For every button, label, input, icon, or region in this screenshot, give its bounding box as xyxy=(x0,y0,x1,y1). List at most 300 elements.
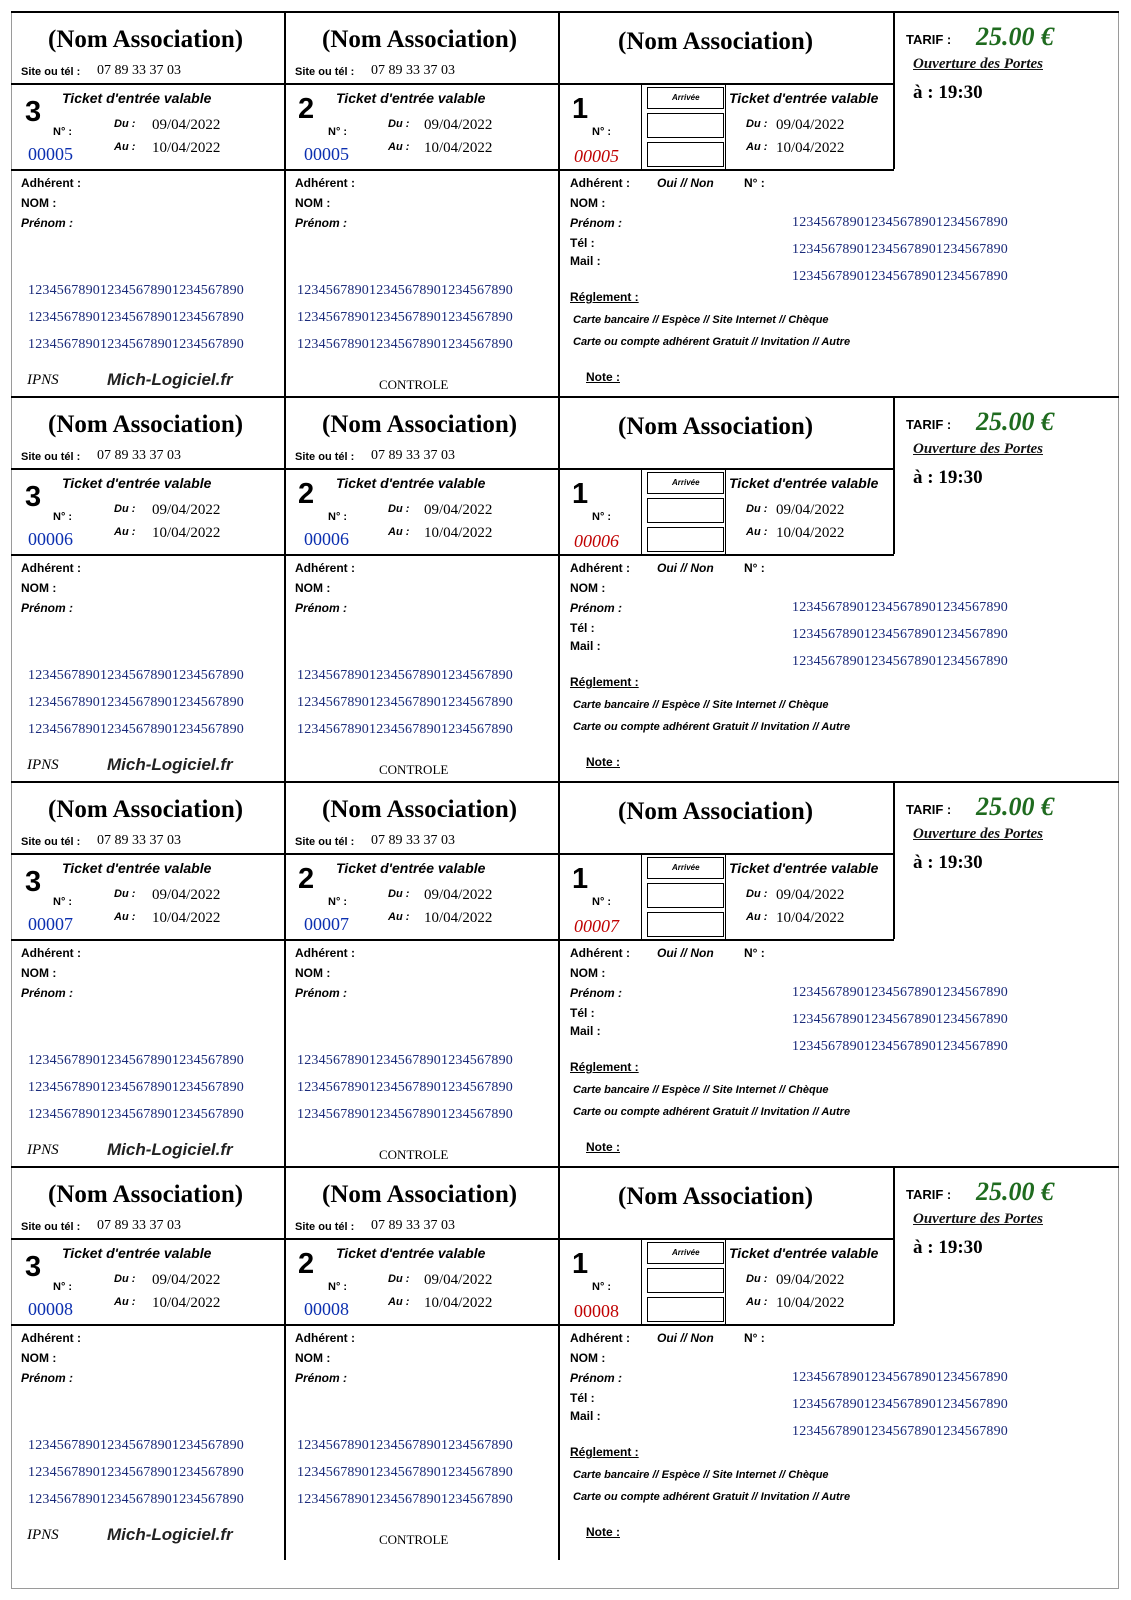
main-adherent-label: Adhérent : xyxy=(570,946,630,960)
main-nom-label: NOM : xyxy=(570,196,606,210)
stub2-digits-3: 123456789012345678901234567890 xyxy=(297,1492,513,1507)
main-date-from: 09/04/2022 xyxy=(776,1272,845,1288)
main-adherent-no-label: N° : xyxy=(744,1331,765,1345)
arrivee-check-box-1[interactable] xyxy=(647,498,724,523)
arrivee-separator xyxy=(725,854,726,939)
strip-top-border xyxy=(11,1166,1119,1168)
stub3-digits-2: 123456789012345678901234567890 xyxy=(28,695,244,710)
stub3-ipns: IPNS xyxy=(27,372,59,388)
stub-separator-2-1 xyxy=(558,396,560,790)
main-payment-options-1: Carte bancaire // Espèce // Site Internet // Chèque xyxy=(573,1469,829,1481)
stub3-digits-2: 123456789012345678901234567890 xyxy=(28,310,244,325)
stub3-nom-label: NOM : xyxy=(21,581,57,595)
stub-separator-3-2 xyxy=(284,1166,286,1560)
stub3-nom-label: NOM : xyxy=(21,1351,57,1365)
main-date-from: 09/04/2022 xyxy=(776,117,845,133)
stub3-prenom-label: Prénom : xyxy=(21,216,74,230)
main-mail-label: Mail : xyxy=(570,1024,601,1038)
stub2-prenom-label: Prénom : xyxy=(295,216,348,230)
stub2-date-from: 09/04/2022 xyxy=(424,117,493,133)
arrivee-check-box-2[interactable] xyxy=(647,1297,724,1322)
stub-separator-2-1 xyxy=(558,1166,560,1560)
arrivee-check-box-2[interactable] xyxy=(647,527,724,552)
ticket-strip-4 xyxy=(11,1166,1119,1560)
header-bottom-border xyxy=(11,468,894,470)
arrivee-header-box xyxy=(647,857,724,879)
number-box-separator xyxy=(641,469,642,554)
main-digits-2: 123456789012345678901234567890 xyxy=(792,627,1008,642)
stub3-date-from: 09/04/2022 xyxy=(152,502,221,518)
stub3-date-to: 10/04/2022 xyxy=(152,140,221,156)
stub3-no-label: N° : xyxy=(53,511,73,523)
stub2-digits-2: 123456789012345678901234567890 xyxy=(297,695,513,710)
main-right-border xyxy=(893,1166,895,1324)
main-mail-label: Mail : xyxy=(570,639,601,653)
main-digits-2: 123456789012345678901234567890 xyxy=(792,1012,1008,1027)
main-reglement-label: Réglement : xyxy=(570,1445,639,1459)
main-payment-options-2: Carte ou compte adhérent Gratuit // Invitation // Autre xyxy=(573,336,851,348)
main-du-label: Du : xyxy=(746,1273,768,1285)
stub3-site-label: Site ou tél : xyxy=(21,836,81,848)
stub3-no-label: N° : xyxy=(53,126,73,138)
main-date-from: 09/04/2022 xyxy=(776,887,845,903)
stub2-prenom-label: Prénom : xyxy=(295,1371,348,1385)
stub-separator-2-1 xyxy=(558,781,560,1175)
stub2-nom-label: NOM : xyxy=(295,966,331,980)
stub3-adherent-label: Adhérent : xyxy=(21,1331,81,1345)
stub2-ticket-number: 00005 xyxy=(304,144,349,164)
main-date-to: 10/04/2022 xyxy=(776,525,845,541)
stub3-phone: 07 89 33 37 03 xyxy=(97,448,181,463)
ticket-block-bottom-border xyxy=(11,554,894,556)
stub3-association: (Nom Association) xyxy=(48,1181,244,1208)
stub2-site-label: Site ou tél : xyxy=(295,836,355,848)
ticket-strip-1 xyxy=(11,11,1119,405)
stub2-ticket-number: 00007 xyxy=(304,914,349,934)
stub-separator-2-1 xyxy=(558,11,560,405)
stub3-ticket-title: Ticket d'entrée valable xyxy=(62,90,212,106)
stub3-site-label: Site ou tél : xyxy=(21,1221,81,1233)
stub2-adherent-label: Adhérent : xyxy=(295,1331,355,1345)
ouverture-heure: à : 19:30 xyxy=(913,1237,983,1258)
stub3-logiciel: Mich-Logiciel.fr xyxy=(107,1525,233,1544)
main-ticket-title: Ticket d'entrée valable xyxy=(729,475,879,491)
main-ticket-title: Ticket d'entrée valable xyxy=(729,860,879,876)
ticket-block-bottom-border xyxy=(11,169,894,171)
stub3-digits-3: 123456789012345678901234567890 xyxy=(28,722,244,737)
main-oui-non: Oui // Non xyxy=(657,561,714,575)
ouverture-heure: à : 19:30 xyxy=(913,82,983,103)
main-number-label: 1 xyxy=(572,863,589,895)
stub3-date-to: 10/04/2022 xyxy=(152,1295,221,1311)
arrivee-header-box xyxy=(647,87,724,109)
stub2-digits-1: 123456789012345678901234567890 xyxy=(297,1053,513,1068)
tarif-value: 25.00 € xyxy=(976,22,1054,51)
stub2-association: (Nom Association) xyxy=(322,26,518,53)
main-date-from: 09/04/2022 xyxy=(776,502,845,518)
stub2-ticket-title: Ticket d'entrée valable xyxy=(336,1245,486,1261)
stub3-adherent-label: Adhérent : xyxy=(21,946,81,960)
main-ticket-title: Ticket d'entrée valable xyxy=(729,1245,879,1261)
main-digits-3: 123456789012345678901234567890 xyxy=(792,1039,1008,1054)
tarif-value: 25.00 € xyxy=(976,792,1054,821)
main-du-label: Du : xyxy=(746,503,768,515)
stub2-date-from: 09/04/2022 xyxy=(424,1272,493,1288)
stub2-digits-2: 123456789012345678901234567890 xyxy=(297,1465,513,1480)
main-association: (Nom Association) xyxy=(618,1183,814,1210)
stub3-date-to: 10/04/2022 xyxy=(152,525,221,541)
stub2-number-label: 2 xyxy=(298,93,315,125)
stub2-no-label: N° : xyxy=(328,511,348,523)
main-right-border xyxy=(893,11,895,169)
stub2-au-label: Au : xyxy=(388,526,410,538)
main-association: (Nom Association) xyxy=(618,798,814,825)
header-bottom-border xyxy=(11,83,894,85)
stub3-digits-3: 123456789012345678901234567890 xyxy=(28,1107,244,1122)
arrivee-header-box xyxy=(647,1242,724,1264)
arrivee-header-box xyxy=(647,472,724,494)
stub2-site-label: Site ou tél : xyxy=(295,66,355,78)
stub2-no-label: N° : xyxy=(328,896,348,908)
stub3-date-to: 10/04/2022 xyxy=(152,910,221,926)
main-digits-1: 123456789012345678901234567890 xyxy=(792,1370,1008,1385)
stub3-no-label: N° : xyxy=(53,1281,73,1293)
stub2-association: (Nom Association) xyxy=(322,411,518,438)
main-reglement-label: Réglement : xyxy=(570,290,639,304)
stub2-digits-3: 123456789012345678901234567890 xyxy=(297,337,513,352)
stub3-site-label: Site ou tél : xyxy=(21,451,81,463)
stub3-au-label: Au : xyxy=(114,526,136,538)
stub2-ticket-title: Ticket d'entrée valable xyxy=(336,475,486,491)
arrivee-label: Arrivée xyxy=(672,863,700,872)
stub2-digits-3: 123456789012345678901234567890 xyxy=(297,1107,513,1122)
main-note-label: Note : xyxy=(586,1140,620,1154)
stub2-du-label: Du : xyxy=(388,1273,410,1285)
stub2-digits-2: 123456789012345678901234567890 xyxy=(297,1080,513,1095)
main-tel-label: Tél : xyxy=(570,1391,595,1405)
main-au-label: Au : xyxy=(746,1296,768,1308)
main-digits-3: 123456789012345678901234567890 xyxy=(792,269,1008,284)
stub2-ticket-number: 00008 xyxy=(304,1299,349,1319)
stub2-date-to: 10/04/2022 xyxy=(424,140,493,156)
stub2-adherent-label: Adhérent : xyxy=(295,561,355,575)
number-box-separator xyxy=(641,84,642,169)
stub3-date-from: 09/04/2022 xyxy=(152,1272,221,1288)
stub2-date-to: 10/04/2022 xyxy=(424,525,493,541)
stub2-digits-2: 123456789012345678901234567890 xyxy=(297,310,513,325)
stub3-digits-1: 123456789012345678901234567890 xyxy=(28,668,244,683)
tarif-value: 25.00 € xyxy=(976,1177,1054,1206)
stub2-no-label: N° : xyxy=(328,1281,348,1293)
ouverture-label: Ouverture des Portes xyxy=(913,441,1043,457)
main-prenom-label: Prénom : xyxy=(570,986,623,1000)
main-tel-label: Tél : xyxy=(570,1006,595,1020)
main-date-to: 10/04/2022 xyxy=(776,140,845,156)
main-number-label: 1 xyxy=(572,478,589,510)
tarif-label: TARIF : xyxy=(906,32,952,47)
stub3-no-label: N° : xyxy=(53,896,73,908)
main-payment-options-1: Carte bancaire // Espèce // Site Internet // Chèque xyxy=(573,699,829,711)
ticket-block-bottom-border xyxy=(11,1324,894,1326)
stub-separator-3-2 xyxy=(284,781,286,1175)
main-payment-options-1: Carte bancaire // Espèce // Site Internet // Chèque xyxy=(573,314,829,326)
main-payment-options-1: Carte bancaire // Espèce // Site Internet // Chèque xyxy=(573,1084,829,1096)
main-digits-2: 123456789012345678901234567890 xyxy=(792,242,1008,257)
stub2-date-from: 09/04/2022 xyxy=(424,502,493,518)
stub3-number-label: 3 xyxy=(25,481,42,513)
stub3-digits-1: 123456789012345678901234567890 xyxy=(28,283,244,298)
stub3-ticket-number: 00007 xyxy=(28,914,73,934)
stub2-site-label: Site ou tél : xyxy=(295,451,355,463)
main-mail-label: Mail : xyxy=(570,254,601,268)
stub2-number-label: 2 xyxy=(298,478,315,510)
stub2-controle: CONTROLE xyxy=(379,762,449,777)
stub3-number-label: 3 xyxy=(25,1251,42,1283)
main-digits-3: 123456789012345678901234567890 xyxy=(792,654,1008,669)
main-number-label: 1 xyxy=(572,1248,589,1280)
main-au-label: Au : xyxy=(746,911,768,923)
stub3-date-from: 09/04/2022 xyxy=(152,887,221,903)
main-no-label: N° : xyxy=(592,896,612,908)
tarif-label: TARIF : xyxy=(906,417,952,432)
stub3-phone: 07 89 33 37 03 xyxy=(97,1218,181,1233)
stub3-logiciel: Mich-Logiciel.fr xyxy=(107,370,233,389)
main-payment-options-2: Carte ou compte adhérent Gratuit // Invitation // Autre xyxy=(573,1106,851,1118)
stub2-adherent-label: Adhérent : xyxy=(295,946,355,960)
stub3-digits-3: 123456789012345678901234567890 xyxy=(28,1492,244,1507)
main-au-label: Au : xyxy=(746,141,768,153)
main-no-label: N° : xyxy=(592,511,612,523)
main-du-label: Du : xyxy=(746,888,768,900)
ouverture-label: Ouverture des Portes xyxy=(913,56,1043,72)
main-prenom-label: Prénom : xyxy=(570,601,623,615)
main-ticket-number: 00007 xyxy=(574,916,619,936)
stub2-date-to: 10/04/2022 xyxy=(424,910,493,926)
main-association: (Nom Association) xyxy=(618,413,814,440)
stub3-au-label: Au : xyxy=(114,1296,136,1308)
stub2-au-label: Au : xyxy=(388,141,410,153)
stub3-digits-1: 123456789012345678901234567890 xyxy=(28,1053,244,1068)
ticket-strip-2 xyxy=(11,396,1119,790)
arrivee-check-box-2[interactable] xyxy=(647,912,724,937)
stub2-nom-label: NOM : xyxy=(295,196,331,210)
stub3-digits-1: 123456789012345678901234567890 xyxy=(28,1438,244,1453)
stub2-no-label: N° : xyxy=(328,126,348,138)
main-oui-non: Oui // Non xyxy=(657,946,714,960)
stub3-ticket-title: Ticket d'entrée valable xyxy=(62,475,212,491)
stub3-phone: 07 89 33 37 03 xyxy=(97,833,181,848)
stub3-ipns: IPNS xyxy=(27,1142,59,1158)
header-bottom-border xyxy=(11,1238,894,1240)
main-digits-2: 123456789012345678901234567890 xyxy=(792,1397,1008,1412)
stub2-phone: 07 89 33 37 03 xyxy=(371,1218,455,1233)
stub3-prenom-label: Prénom : xyxy=(21,601,74,615)
arrivee-separator xyxy=(725,469,726,554)
stub3-digits-2: 123456789012345678901234567890 xyxy=(28,1080,244,1095)
main-right-border xyxy=(893,396,895,554)
arrivee-label: Arrivée xyxy=(672,478,700,487)
stub3-adherent-label: Adhérent : xyxy=(21,561,81,575)
main-note-label: Note : xyxy=(586,1525,620,1539)
stub3-du-label: Du : xyxy=(114,503,136,515)
arrivee-check-box-2[interactable] xyxy=(647,142,724,167)
stub2-controle: CONTROLE xyxy=(379,1147,449,1162)
stub2-controle: CONTROLE xyxy=(379,1532,449,1547)
stub2-phone: 07 89 33 37 03 xyxy=(371,833,455,848)
ouverture-label: Ouverture des Portes xyxy=(913,826,1043,842)
main-no-label: N° : xyxy=(592,126,612,138)
arrivee-check-box-1[interactable] xyxy=(647,883,724,908)
stub2-du-label: Du : xyxy=(388,888,410,900)
ticket-strip-3 xyxy=(11,781,1119,1175)
ouverture-label: Ouverture des Portes xyxy=(913,1211,1043,1227)
stub3-au-label: Au : xyxy=(114,141,136,153)
main-adherent-no-label: N° : xyxy=(744,561,765,575)
stub3-date-from: 09/04/2022 xyxy=(152,117,221,133)
stub3-association: (Nom Association) xyxy=(48,411,244,438)
stub3-ticket-number: 00005 xyxy=(28,144,73,164)
main-adherent-label: Adhérent : xyxy=(570,561,630,575)
main-oui-non: Oui // Non xyxy=(657,176,714,190)
stub3-prenom-label: Prénom : xyxy=(21,986,74,1000)
stub3-ipns: IPNS xyxy=(27,757,59,773)
main-payment-options-2: Carte ou compte adhérent Gratuit // Invitation // Autre xyxy=(573,1491,851,1503)
strip-top-border xyxy=(11,781,1119,783)
main-du-label: Du : xyxy=(746,118,768,130)
stub3-ticket-number: 00008 xyxy=(28,1299,73,1319)
main-nom-label: NOM : xyxy=(570,966,606,980)
main-tel-label: Tél : xyxy=(570,621,595,635)
main-ticket-number: 00008 xyxy=(574,1301,619,1321)
main-ticket-title: Ticket d'entrée valable xyxy=(729,90,879,106)
stub2-prenom-label: Prénom : xyxy=(295,986,348,1000)
main-oui-non: Oui // Non xyxy=(657,1331,714,1345)
main-payment-options-2: Carte ou compte adhérent Gratuit // Invitation // Autre xyxy=(573,721,851,733)
tarif-label: TARIF : xyxy=(906,802,952,817)
stub3-du-label: Du : xyxy=(114,118,136,130)
main-reglement-label: Réglement : xyxy=(570,675,639,689)
tarif-value: 25.00 € xyxy=(976,407,1054,436)
stub2-digits-1: 123456789012345678901234567890 xyxy=(297,668,513,683)
stub3-du-label: Du : xyxy=(114,888,136,900)
stub2-association: (Nom Association) xyxy=(322,796,518,823)
stub2-digits-1: 123456789012345678901234567890 xyxy=(297,1438,513,1453)
stub-separator-3-2 xyxy=(284,11,286,405)
main-prenom-label: Prénom : xyxy=(570,216,623,230)
stub3-number-label: 3 xyxy=(25,96,42,128)
stub2-digits-1: 123456789012345678901234567890 xyxy=(297,283,513,298)
stub2-phone: 07 89 33 37 03 xyxy=(371,448,455,463)
stub3-nom-label: NOM : xyxy=(21,196,57,210)
stub3-number-label: 3 xyxy=(25,866,42,898)
stub3-association: (Nom Association) xyxy=(48,26,244,53)
stub3-digits-3: 123456789012345678901234567890 xyxy=(28,337,244,352)
main-mail-label: Mail : xyxy=(570,1409,601,1423)
arrivee-check-box-1[interactable] xyxy=(647,113,724,138)
main-digits-3: 123456789012345678901234567890 xyxy=(792,1424,1008,1439)
stub2-date-to: 10/04/2022 xyxy=(424,1295,493,1311)
stub2-nom-label: NOM : xyxy=(295,1351,331,1365)
stub3-logiciel: Mich-Logiciel.fr xyxy=(107,755,233,774)
main-right-border xyxy=(893,781,895,939)
number-box-separator xyxy=(641,1239,642,1324)
tarif-label: TARIF : xyxy=(906,1187,952,1202)
stub3-digits-2: 123456789012345678901234567890 xyxy=(28,1465,244,1480)
stub3-adherent-label: Adhérent : xyxy=(21,176,81,190)
main-digits-1: 123456789012345678901234567890 xyxy=(792,215,1008,230)
main-number-label: 1 xyxy=(572,93,589,125)
stub2-phone: 07 89 33 37 03 xyxy=(371,63,455,78)
stub3-du-label: Du : xyxy=(114,1273,136,1285)
stub3-site-label: Site ou tél : xyxy=(21,66,81,78)
main-date-to: 10/04/2022 xyxy=(776,1295,845,1311)
arrivee-label: Arrivée xyxy=(672,1248,700,1257)
stub3-phone: 07 89 33 37 03 xyxy=(97,63,181,78)
main-association: (Nom Association) xyxy=(618,28,814,55)
stub2-date-from: 09/04/2022 xyxy=(424,887,493,903)
stub2-ticket-number: 00006 xyxy=(304,529,349,549)
main-adherent-no-label: N° : xyxy=(744,176,765,190)
strip-top-border xyxy=(11,11,1119,13)
stub2-ticket-title: Ticket d'entrée valable xyxy=(336,860,486,876)
main-nom-label: NOM : xyxy=(570,581,606,595)
stub3-prenom-label: Prénom : xyxy=(21,1371,74,1385)
main-date-to: 10/04/2022 xyxy=(776,910,845,926)
stub3-ticket-number: 00006 xyxy=(28,529,73,549)
stub2-nom-label: NOM : xyxy=(295,581,331,595)
main-reglement-label: Réglement : xyxy=(570,1060,639,1074)
main-adherent-label: Adhérent : xyxy=(570,176,630,190)
main-au-label: Au : xyxy=(746,526,768,538)
stub2-prenom-label: Prénom : xyxy=(295,601,348,615)
stub3-association: (Nom Association) xyxy=(48,796,244,823)
main-tel-label: Tél : xyxy=(570,236,595,250)
main-no-label: N° : xyxy=(592,1281,612,1293)
main-ticket-number: 00005 xyxy=(574,146,619,166)
stub3-ticket-title: Ticket d'entrée valable xyxy=(62,1245,212,1261)
main-note-label: Note : xyxy=(586,370,620,384)
stub3-logiciel: Mich-Logiciel.fr xyxy=(107,1140,233,1159)
main-prenom-label: Prénom : xyxy=(570,1371,623,1385)
stub2-au-label: Au : xyxy=(388,911,410,923)
arrivee-separator xyxy=(725,1239,726,1324)
ouverture-heure: à : 19:30 xyxy=(913,467,983,488)
stub2-association: (Nom Association) xyxy=(322,1181,518,1208)
main-nom-label: NOM : xyxy=(570,1351,606,1365)
main-adherent-no-label: N° : xyxy=(744,946,765,960)
main-digits-1: 123456789012345678901234567890 xyxy=(792,600,1008,615)
stub2-au-label: Au : xyxy=(388,1296,410,1308)
stub2-number-label: 2 xyxy=(298,1248,315,1280)
stub2-site-label: Site ou tél : xyxy=(295,1221,355,1233)
header-bottom-border xyxy=(11,853,894,855)
stub2-ticket-title: Ticket d'entrée valable xyxy=(336,90,486,106)
stub-separator-3-2 xyxy=(284,396,286,790)
main-note-label: Note : xyxy=(586,755,620,769)
stub3-ipns: IPNS xyxy=(27,1527,59,1543)
stub3-nom-label: NOM : xyxy=(21,966,57,980)
stub2-digits-3: 123456789012345678901234567890 xyxy=(297,722,513,737)
stub2-number-label: 2 xyxy=(298,863,315,895)
stub2-du-label: Du : xyxy=(388,503,410,515)
strip-top-border xyxy=(11,396,1119,398)
main-adherent-label: Adhérent : xyxy=(570,1331,630,1345)
arrivee-check-box-1[interactable] xyxy=(647,1268,724,1293)
ticket-block-bottom-border xyxy=(11,939,894,941)
stub2-du-label: Du : xyxy=(388,118,410,130)
arrivee-label: Arrivée xyxy=(672,93,700,102)
main-digits-1: 123456789012345678901234567890 xyxy=(792,985,1008,1000)
